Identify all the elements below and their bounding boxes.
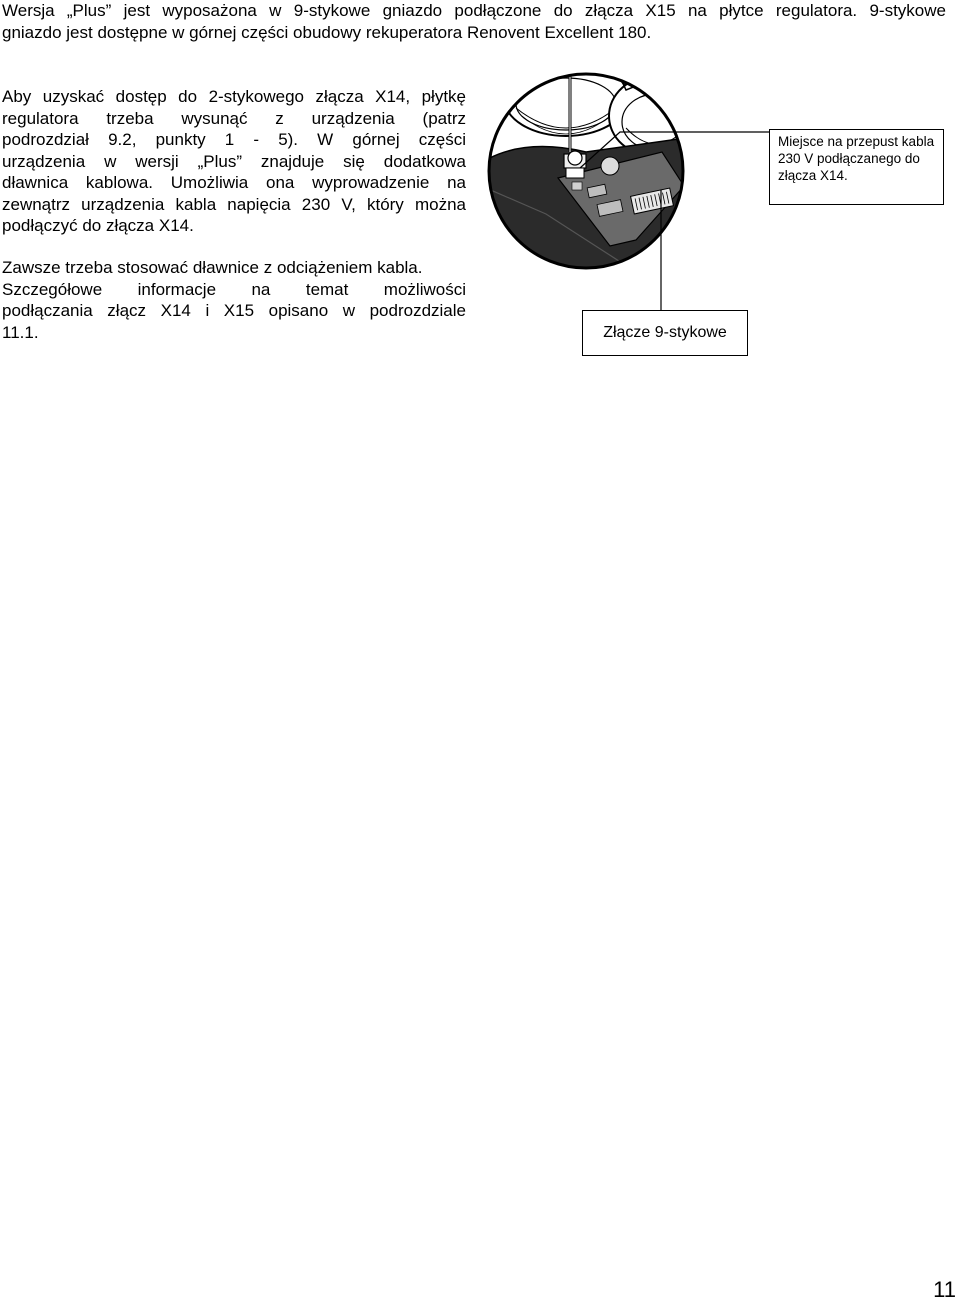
leader-line-cable-gland [560,130,772,170]
text-line: Zawsze trzeba stosować dławnice z odciążeniem kabla. [2,258,423,277]
text-line: Szczegółowe informacje na temat możliwości [2,279,466,299]
text-line: zewnątrz urządzenia kabla napięcia 230 V, który można [2,194,466,214]
page-number: 11 [933,1277,956,1302]
access-paragraph [2,86,466,237]
intro-paragraph [2,0,946,43]
text-line: podrozdział 9.2, punkty 1 - 5). W górnej części [2,130,466,149]
connector-callout: Złącze 9-stykowe [582,310,748,356]
text-line: urządzenia w wersji „Plus” znajduje się dodatkowa [2,151,466,171]
text-line: Aby uzyskać dostęp do 2-stykowego złącza X14, płytkę [2,87,466,106]
leader-line-connector [655,190,667,312]
note-paragraph [2,257,466,343]
text-line: Wersja „Plus” jest wyposażona w 9-stykowe gniazdo podłączone do złącza X15 na płytce regulatora. 9-stykowe [2,1,946,20]
text-line: regulatora trzeba wysunąć z urządzenia (patrz [2,108,466,128]
text-line: podłączania złącz X14 i X15 opisano w podrozdziale [2,301,466,320]
text-line: dławnica kablowa. Umożliwia ona wyprowadzenie na [2,173,466,192]
cable-gland-callout: Miejsce na przepust kabla 230 V podłączanego do złącza X14. [769,129,944,205]
text-line: 11.1. [2,322,39,342]
text-line: podłączyć do złącza X14. [2,216,194,235]
text-line: gniazdo jest dostępne w górnej części obudowy rekuperatora Renovent Excellent 180. [2,22,652,42]
